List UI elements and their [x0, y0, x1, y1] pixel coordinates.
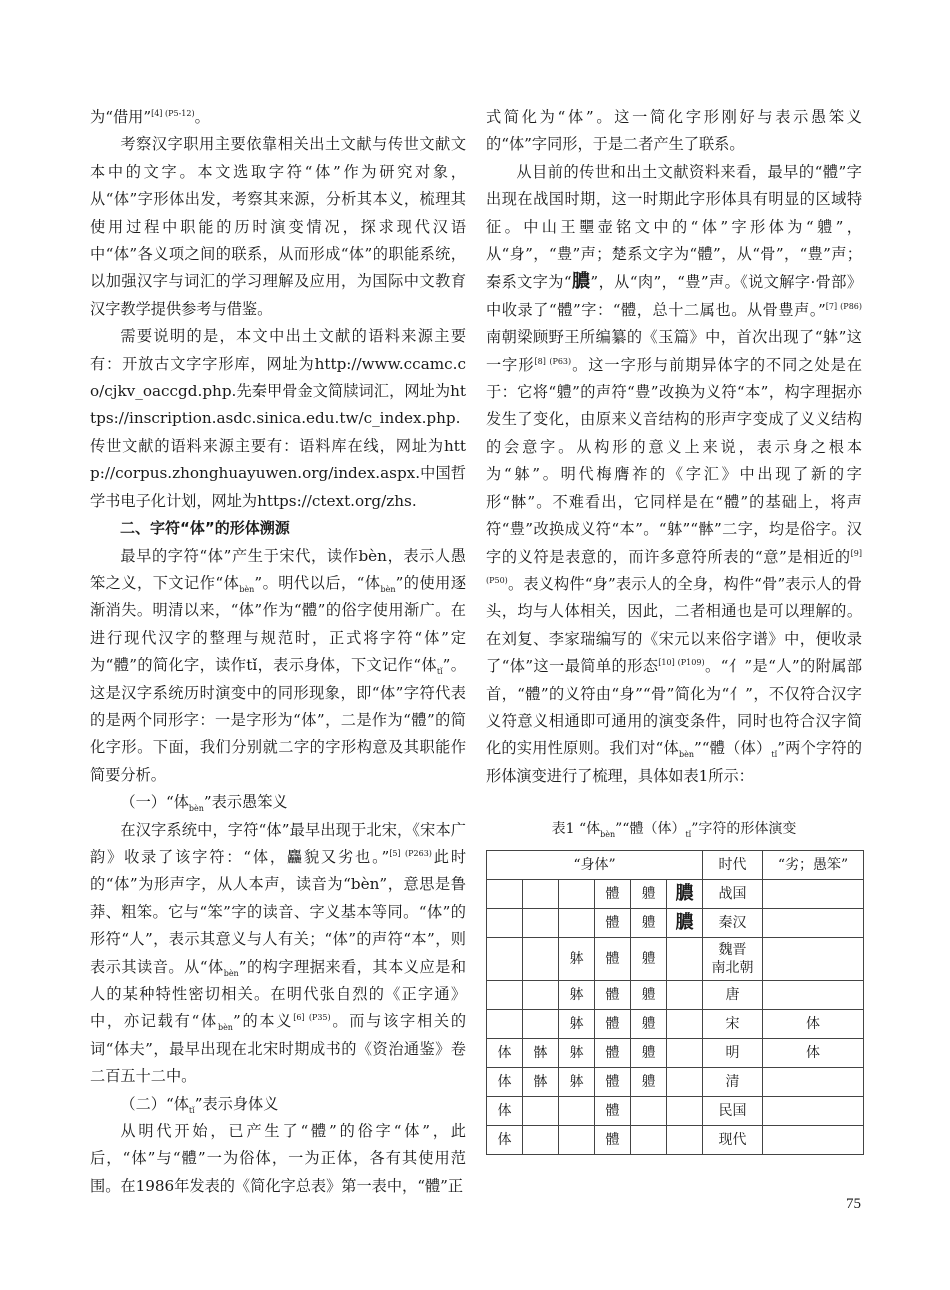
table-row [487, 1125, 864, 1154]
dull-cell: 体 [763, 1009, 864, 1038]
citation: [10] (P109) [658, 658, 705, 668]
table-cell [559, 1125, 595, 1154]
right-column [486, 104, 862, 1155]
dull-cell [763, 980, 864, 1009]
dull-cell [763, 937, 864, 980]
dull-cell [763, 908, 864, 937]
text: 。 [194, 108, 210, 126]
citation: [8] (P63) [534, 356, 572, 366]
text: （一）“体 [120, 793, 189, 812]
table-row [487, 1009, 864, 1038]
text: ”。这是汉字系统历时演变中的同形现象，即“体”字符代表的是两个同形字：一是字形为“体”，二是作为“體”的简化字形。下面，我们分别就二字的字形构意及其职能作简要分析。 [90, 656, 466, 784]
table-cell [523, 937, 559, 980]
text: 此时的“体”为形声字，从人本声，读音为“bèn”，意思是鲁莽、粗笨。它与“笨”字的读音、字义基本等同。“体”的形符“人”，表示其意义与人有关；“体”的声符“本”，则表示其读音。从“体 [90, 847, 466, 976]
table-cell [667, 1067, 703, 1096]
table-row [487, 1067, 864, 1096]
dull-cell [763, 879, 864, 908]
pinyin-subscript: bèn [188, 804, 204, 814]
table-row [487, 1038, 864, 1067]
table-row [487, 908, 864, 937]
pinyin-subscript: bèn [380, 584, 396, 594]
table-cell [523, 908, 559, 937]
text: 表1 “体 [551, 821, 601, 838]
table-cell: 躰 [559, 1067, 595, 1096]
pinyin-subscript: tǐ [685, 829, 692, 839]
text: ”“體（体） [693, 739, 772, 758]
table-cell [631, 1096, 667, 1125]
table-cell [487, 879, 523, 908]
table-cell [667, 980, 703, 1009]
table-cell: 體 [595, 1067, 631, 1096]
table-cell: 体 [487, 1038, 523, 1067]
table-cell [667, 1096, 703, 1125]
table-cell [487, 908, 523, 937]
table-cell [487, 937, 523, 980]
pinyin-subscript: bèn [600, 829, 616, 839]
text: ”的构字理据来看，其本义应是和人的某种特性密切相关。在明代张自烈的《正字通》中，亦记载有“体 [90, 957, 467, 1031]
form-evolution-table [486, 850, 864, 1155]
header-dull: “劣；愚笨” [763, 850, 864, 879]
paragraph-intro: 考察汉字职用主要依靠相关出土文献与传世文献文本中的文字。本文选取字符“体”作为研究对象，从“体”字形体出发，考察其来源，分析其本义，梳理其使用过程中职能的历时演变情况，探求现代汉语中“体”各义项之间的联系，从而形成“体”的职能系统，以加强汉字与词汇的学习理解及应用，为国际中文教育汉字教学提供参考与借鉴。 [90, 135, 466, 318]
table-cell: 膿 [667, 908, 703, 937]
table-cell [523, 1096, 559, 1125]
text: ”两个字符的形体演变进行了梳理，具体如表1所示： [486, 739, 863, 785]
era-cell: 战国 [703, 879, 763, 908]
text: ”表示愚笨义 [203, 793, 288, 812]
era-cell: 民国 [703, 1096, 763, 1125]
table-row [487, 879, 864, 908]
pinyin-subscript: bèn [678, 750, 694, 760]
citation: [4] (P5-12) [151, 108, 195, 118]
paragraph-continuation [90, 104, 466, 131]
text: 。表义构件“身”表示人的全身，构件“骨”表示人的骨头，均与人体相关，因此，二者相通也是可以理解的。在刘复、李家瑞编写的《宋元以来俗字谱》中，便收录了“体”这一最简单的形态 [486, 574, 862, 676]
table-cell: 體 [595, 1096, 631, 1125]
era-line: 魏晋 [718, 941, 747, 958]
table-cell: 軆 [631, 1009, 667, 1038]
pinyin-subscript: bèn [217, 1023, 233, 1033]
dull-cell: 体 [763, 1038, 864, 1067]
pinyin-subscript: bèn [223, 968, 239, 978]
text: ”。明代以后，“体 [254, 573, 381, 592]
era-cell: 秦汉 [703, 908, 763, 937]
text: ”的本义 [232, 1012, 294, 1031]
table-cell: 体 [487, 1125, 523, 1154]
table-cell: 體 [595, 1009, 631, 1038]
text: ”，从“肉”，“豊”声。《说文解字·骨部》中收录了“體”字：“體，总十二属也。从骨豊声。” [486, 273, 863, 319]
paragraph-form-history [486, 159, 862, 790]
table-cell [523, 1125, 559, 1154]
text: 在汉字系统中，字符“体”最早出现于北宋，《宋本广韵》收录了该字符：“体，麤貌又劣也。” [90, 820, 466, 866]
dull-cell [763, 1096, 864, 1125]
table-cell: 軆 [631, 908, 667, 937]
citation: [7] (P86) [825, 301, 862, 311]
table-cell: 體 [595, 879, 631, 908]
text: （二）“体 [120, 1094, 189, 1113]
section-heading: 二、字符“体”的形体溯源 [120, 519, 290, 538]
page-number: 75 [846, 1196, 861, 1212]
table-cell: 体 [487, 1067, 523, 1096]
table-cell: 躰 [559, 980, 595, 1009]
paragraph-origin [90, 543, 466, 790]
pinyin-subscript: bèn [239, 584, 255, 594]
table-cell [667, 937, 703, 980]
paragraph-body-meaning: 从明代开始，已产生了“體”的俗字“体”，此后，“体”与“體”一为俗体，一为正体，各有其使用范围。在1986年发表的《简化字总表》第一表中，“體”正 [90, 1122, 466, 1195]
variant-glyph: 膿 [571, 271, 591, 293]
dull-cell [763, 1067, 864, 1096]
table-cell: 躰 [559, 937, 595, 980]
paragraph-continuation: 式简化为“体”。这一简化字形刚好与表示愚笨义的“体”字同形，于是二者产生了联系。 [486, 108, 862, 154]
text: ”“體（体） [615, 821, 686, 838]
text: 最早的字符“体”产生于宋代，读作bèn，表示人愚笨之义，下文记作“体 [90, 546, 466, 592]
table-cell [667, 1009, 703, 1038]
subsection-heading-2 [90, 1091, 466, 1118]
table-row [487, 980, 864, 1009]
table-cell [487, 980, 523, 1009]
table-cell [667, 1125, 703, 1154]
text: 从目前的传世和出土文献资料来看，最早的“體”字出现在战国时期，这一时期此字形体具有明显的区域特征。中山王壨壶铭文中的“体”字形体为“軆”，从“身”，“豊”声；楚系文字为“體”，从“骨”，“豊”声；秦系文字为“ [486, 162, 862, 292]
era-cell: 唐 [703, 980, 763, 1009]
subsection-heading-1 [90, 789, 466, 816]
table-cell: 体 [487, 1096, 523, 1125]
era-cell: 明 [703, 1038, 763, 1067]
text: ”字符的形体演变 [691, 821, 797, 838]
text: ”表示身体义 [194, 1094, 279, 1113]
table-cell: 體 [595, 937, 631, 980]
table-cell [523, 1009, 559, 1038]
era-line: 南北朝 [711, 959, 754, 976]
table-cell: 躰 [559, 1009, 595, 1038]
table-cell: 躰 [559, 1038, 595, 1067]
era-cell: 宋 [703, 1009, 763, 1038]
pinyin-subscript: tǐ [188, 1105, 195, 1115]
table-cell [667, 1038, 703, 1067]
table-cell [523, 980, 559, 1009]
table-cell [559, 908, 595, 937]
table-cell: 體 [595, 980, 631, 1009]
left-column [90, 104, 466, 1200]
text: 。这一字形与前期异体字的不同之处是在于：它将“軆”的声符“豊”改换为义符“本”，构字理据亦发生了变化，由原来义音结构的形声字变成了义义结构的会意字。从构形的意义上来说，表示身之根本为“躰”。明代梅膺祚的《字汇》中出现了新的字形“骵”。不难看出，它同样是在“體”的基础上，将声符“豊”改换成义符“本”。“躰”“骵”二字，均是俗字。汉字的义符是表意的，而许多意符所表的“意”是相近的 [486, 355, 863, 566]
text: 。而与该字相关的词“体夫”，最早出现在北宋时期成书的《资治通鉴》卷二百五十二中。 [90, 1012, 467, 1086]
table-cell: 軆 [631, 980, 667, 1009]
citation: [5] (P263) [389, 848, 432, 858]
header-era: 时代 [703, 850, 763, 879]
citation: [9] (P50) [486, 548, 862, 585]
pinyin-subscript: tǐ [436, 667, 443, 677]
pinyin-subscript: tǐ [771, 750, 778, 760]
text: ”的使用逐渐消失。明清以来，“体”作为“體”的俗字使用渐广。在进行现代汉字的整理与规范时，正式将字符“体”定为“體”的简化字，读作tǐ，表示身体，下文记作“体 [90, 573, 467, 675]
text: 为“借用” [90, 108, 152, 126]
table-row [487, 937, 864, 980]
table-cell: 體 [595, 1125, 631, 1154]
header-body: “身体” [487, 850, 703, 879]
table-cell [523, 879, 559, 908]
paragraph-dull-meaning [90, 817, 466, 1091]
paragraph-sources: 需要说明的是，本文中出土文献的语料来源主要有：开放古文字字形库，网址为http://www.ccamc.co/cjkv_oaccgd.php.先秦甲骨金文简牍词汇，网址为https://inscription.asdc.sinica.edu.tw/c_index.php.传世文献的语料来源主要有：语料库在线，网址为http://corpus.zhonghuayuwen.org/index.aspx.中国哲学书电子化计划，网址为https://ctext.org/zhs. [90, 327, 466, 510]
dull-cell [763, 1125, 864, 1154]
era-cell: 清 [703, 1067, 763, 1096]
text: 。“亻”是“人”的附属部首，“體”的义符由“身”“骨”简化为“亻”，不仅符合汉字义符意义相通即可通用的演变条件，同时也符合汉字简化的实用性原则。我们对“体 [486, 657, 863, 758]
table-row [487, 1096, 864, 1125]
era-cell [703, 937, 763, 980]
table-cell: 軆 [631, 937, 667, 980]
table-cell: 骵 [523, 1038, 559, 1067]
table-cell: 軆 [631, 1067, 667, 1096]
table-header-row [487, 850, 864, 879]
table-cell [559, 1096, 595, 1125]
table-cell: 體 [595, 1038, 631, 1067]
table-caption [486, 816, 862, 843]
table-cell [631, 1125, 667, 1154]
table-cell [487, 1009, 523, 1038]
table-cell: 體 [595, 908, 631, 937]
text: 南朝梁顾野王所编纂的《玉篇》中，首次出现了“躰”这一字形 [486, 328, 862, 374]
table-cell: 軆 [631, 1038, 667, 1067]
citation: [6] (P35) [293, 1013, 331, 1023]
table-cell: 膿 [667, 879, 703, 908]
table-cell [559, 879, 595, 908]
table-cell: 骵 [523, 1067, 559, 1096]
era-cell: 现代 [703, 1125, 763, 1154]
table-cell: 軆 [631, 879, 667, 908]
